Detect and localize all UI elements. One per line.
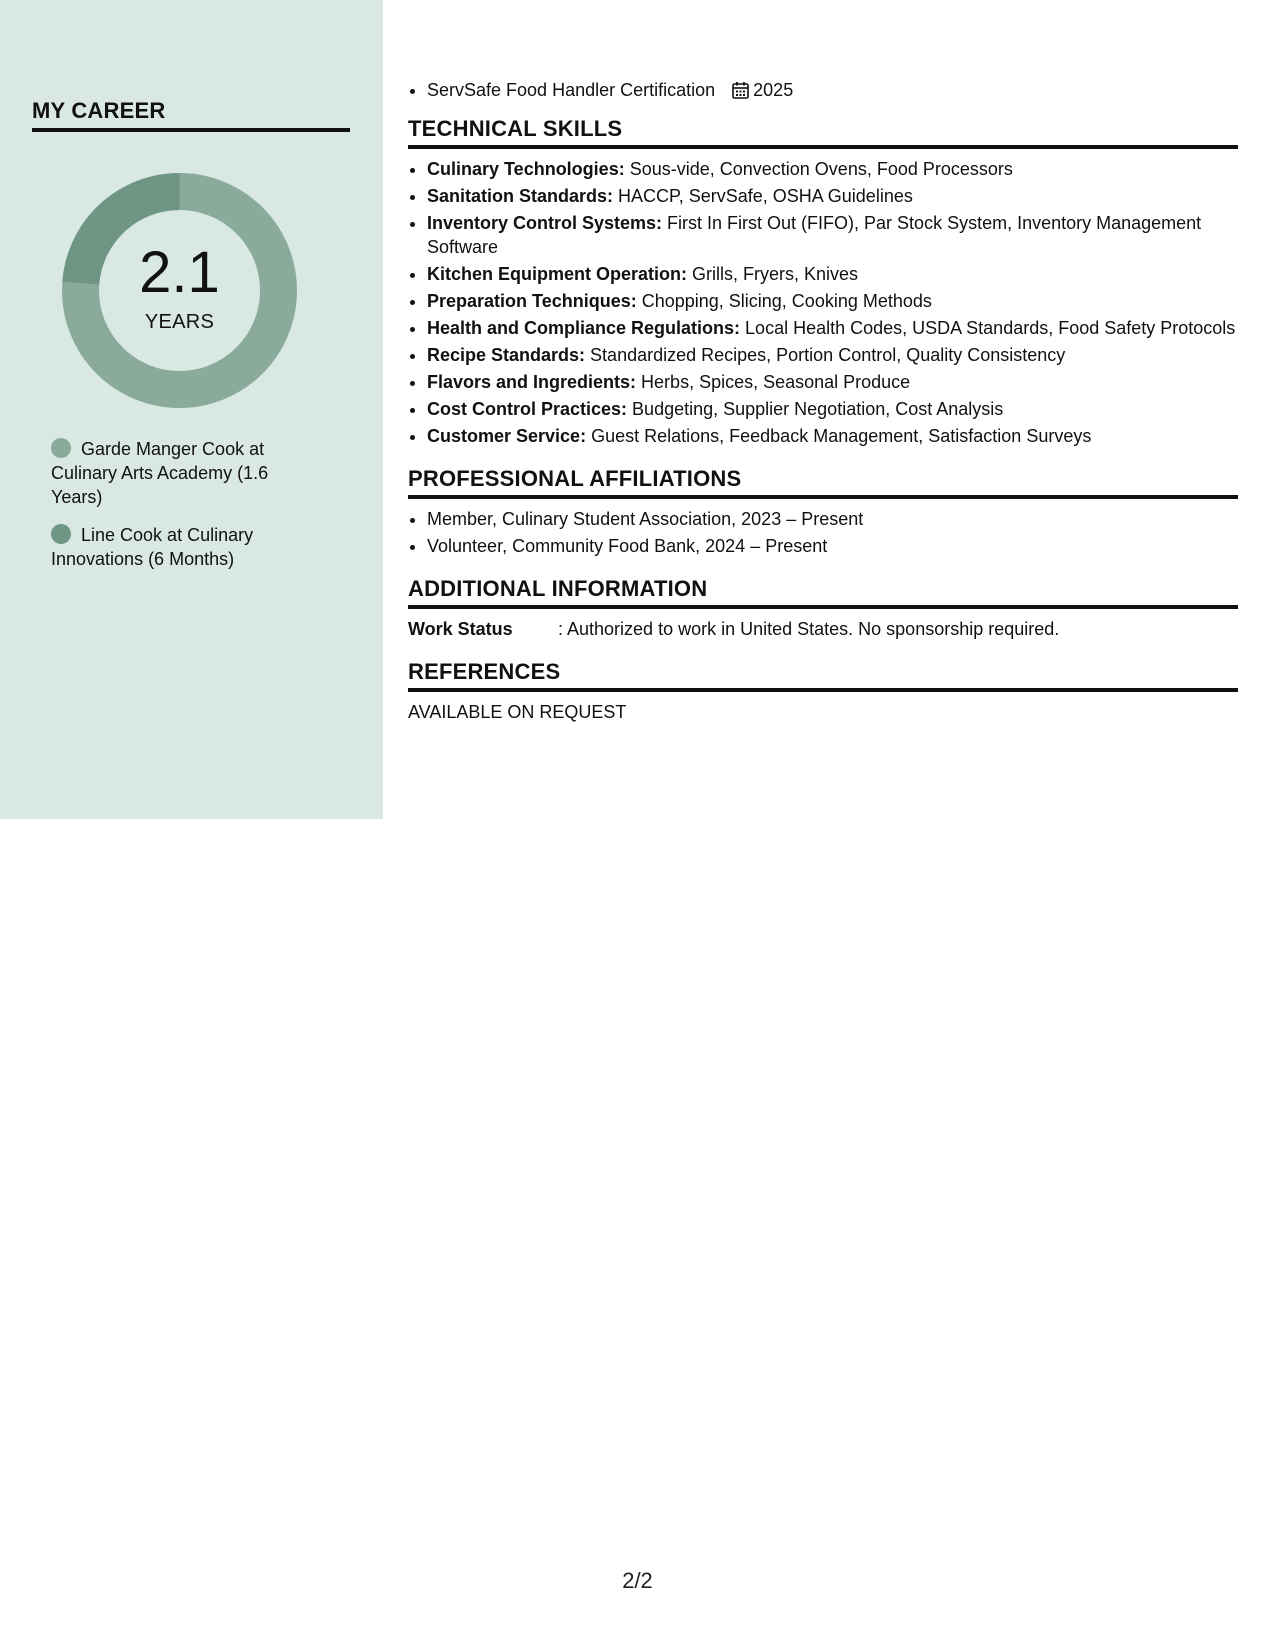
- skill-item: [427, 211, 1238, 259]
- technical-skills-list: [408, 157, 1238, 448]
- skill-name: Culinary Technologies:: [427, 159, 625, 179]
- legend-item: [51, 437, 301, 509]
- career-total-unit: YEARS: [144, 311, 215, 333]
- skill-name: Inventory Control Systems:: [427, 213, 663, 233]
- references-heading: REFERENCES: [408, 659, 1238, 692]
- skill-item: [427, 343, 1238, 367]
- work-status-row: [408, 617, 1238, 641]
- references-text: AVAILABLE ON REQUEST: [408, 702, 627, 722]
- affiliations-list: [408, 507, 1238, 558]
- skill-detail: Sous-vide, Convection Ovens, Food Processors: [624, 159, 1013, 179]
- career-sidebar: [0, 0, 383, 819]
- skill-detail: Chopping, Slicing, Cooking Methods: [636, 291, 932, 311]
- skill-name: Flavors and Ingredients:: [427, 372, 637, 392]
- career-legend: [51, 437, 301, 585]
- certification-list: [408, 78, 1238, 102]
- legend-item: [51, 523, 301, 571]
- skill-item: [427, 184, 1238, 208]
- skill-detail: HACCP, ServSafe, OSHA Guidelines: [613, 186, 913, 206]
- skill-detail: Guest Relations, Feedback Management, Satisfaction Surveys: [586, 426, 1092, 446]
- affiliation-item: • Volunteer, Community Food Bank, 2024 – Present: [427, 534, 1238, 558]
- page-number: 2/2: [622, 1568, 653, 1593]
- certification-name: ServSafe Food Handler Certification: [427, 80, 716, 100]
- skill-name: Cost Control Practices:: [427, 399, 628, 419]
- legend-label: Line Cook at Culinary Innovations (6 Months): [51, 525, 254, 569]
- additional-info-heading: ADDITIONAL INFORMATION: [408, 576, 1238, 609]
- skill-name: Health and Compliance Regulations:: [427, 318, 741, 338]
- affiliation-item: • Member, Culinary Student Association, 2023 – Present: [427, 507, 1238, 531]
- work-status-value: : Authorized to work in United States. No sponsorship required.: [558, 619, 1060, 639]
- skill-name: Preparation Techniques:: [427, 291, 637, 311]
- legend-dot: [51, 438, 71, 458]
- skill-item: [427, 157, 1238, 181]
- career-total-value: 2.1: [139, 240, 220, 305]
- skill-detail: Grills, Fryers, Knives: [687, 264, 859, 284]
- legend-label: Garde Manger Cook at Culinary Arts Academy (1.6 Years): [51, 439, 269, 507]
- main-content: [408, 78, 1238, 724]
- skill-name: Customer Service:: [427, 426, 587, 446]
- affiliations-heading: PROFESSIONAL AFFILIATIONS: [408, 466, 1238, 499]
- certification-item: [427, 78, 1238, 102]
- skill-name: Kitchen Equipment Operation:: [427, 264, 688, 284]
- skill-detail: First In First Out (FIFO), Par Stock System, Inventory Management Software: [427, 213, 1202, 257]
- technical-skills-heading: TECHNICAL SKILLS: [408, 116, 1238, 149]
- skill-detail: Budgeting, Supplier Negotiation, Cost Analysis: [627, 399, 1004, 419]
- skill-detail: Local Health Codes, USDA Standards, Food Safety Protocols: [740, 318, 1236, 338]
- skill-item: [427, 397, 1238, 421]
- work-status-label: Work Status: [408, 619, 513, 639]
- skill-item: [427, 316, 1238, 340]
- legend-dot: [51, 524, 71, 544]
- skill-item: [427, 262, 1238, 286]
- certification-year: 2025: [753, 80, 794, 100]
- career-title: MY CAREER: [32, 98, 350, 132]
- skill-item: [427, 424, 1238, 448]
- skill-detail: Standardized Recipes, Portion Control, Quality Consistency: [585, 345, 1066, 365]
- skill-item: [427, 370, 1238, 394]
- calendar-icon: [732, 81, 749, 99]
- skill-detail: Herbs, Spices, Seasonal Produce: [636, 372, 911, 392]
- skill-name: Recipe Standards:: [427, 345, 586, 365]
- skill-item: [427, 289, 1238, 313]
- skill-name: Sanitation Standards:: [427, 186, 614, 206]
